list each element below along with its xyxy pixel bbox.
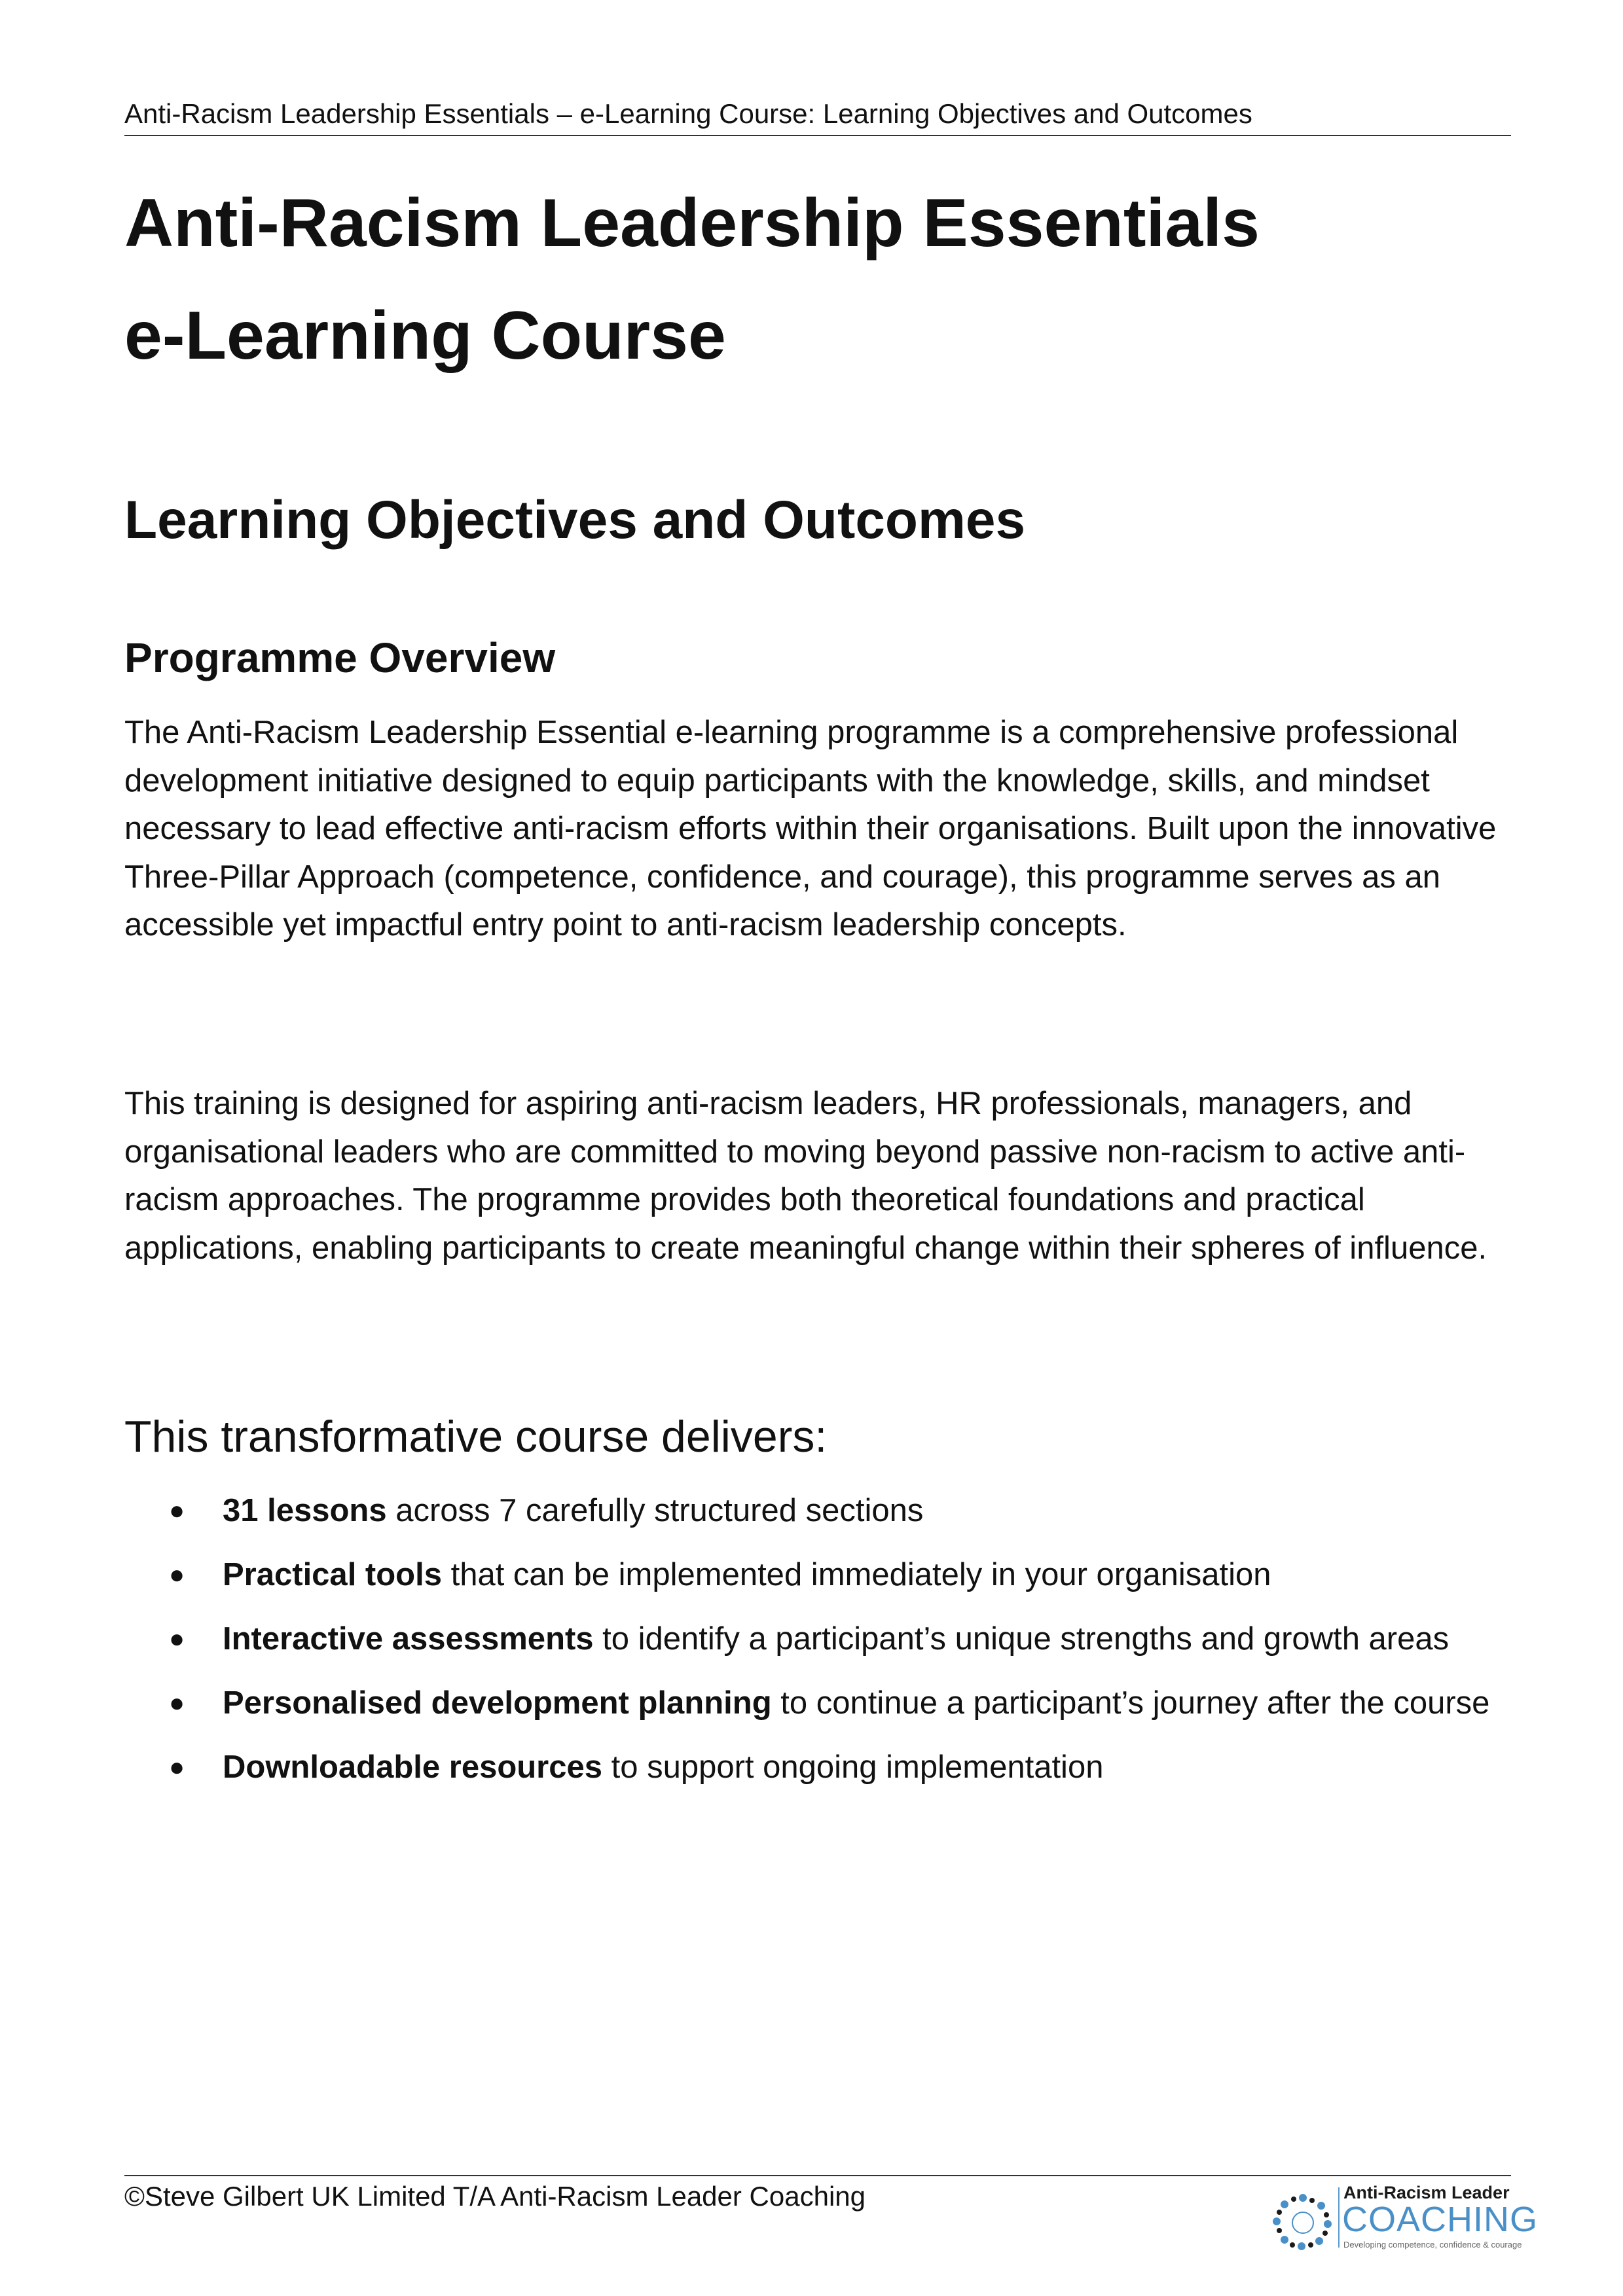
list-item-bold: 31 lessons xyxy=(223,1493,387,1528)
logo-main-text: COACHING xyxy=(1342,2200,1539,2239)
footer-copyright: ©Steve Gilbert UK Limited T/A Anti-Racism Leader Coaching xyxy=(124,2181,866,2212)
list-item-text: to support ongoing implementation xyxy=(602,1749,1104,1785)
logo-divider xyxy=(1338,2187,1340,2248)
page-title xyxy=(124,167,1511,392)
delivers-intro: This transformative course delivers: xyxy=(124,1412,828,1462)
people-circle-logo-icon xyxy=(1270,2191,1336,2250)
bullet-icon: ● xyxy=(169,1560,185,1589)
delivers-list xyxy=(124,1487,1499,1808)
list-item xyxy=(124,1679,1499,1727)
footer-divider xyxy=(124,2175,1511,2176)
overview-paragraph-2: This training is designed for aspiring anti-racism leaders, HR professionals, managers, and organisational leaders who are committed to moving beyond passive non-racism to active anti-racism approaches. The programme provides both theoretical foundations and practical applications, enabling participants to create meaningful change within their spheres of influence. xyxy=(124,1086,1487,1266)
bullet-icon: ● xyxy=(169,1689,185,1717)
running-header: Anti-Racism Leadership Essentials – e-Learning Course: Learning Objectives and Outcomes xyxy=(124,97,1511,136)
logo-top-text: Anti-Racism Leader xyxy=(1343,2183,1510,2202)
list-item xyxy=(124,1615,1499,1663)
page-subtitle: Learning Objectives and Outcomes xyxy=(124,490,1026,550)
title-line-2: e-Learning Course xyxy=(124,298,726,374)
list-item-text: to identify a participant’s unique strengths and growth areas xyxy=(593,1621,1450,1657)
title-line-1: Anti-Racism Leadership Essentials xyxy=(124,185,1260,261)
list-item-bold: Interactive assessments xyxy=(223,1621,594,1657)
list-item-bold: Downloadable resources xyxy=(223,1749,603,1785)
list-item-bold: Practical tools xyxy=(223,1557,442,1592)
company-logo xyxy=(1270,2179,1539,2251)
overview-paragraph-1: The Anti-Racism Leadership Essential e-learning programme is a comprehensive professional development initiative designed to equip participants with the knowledge, skills, and mindset necessary to lead effective anti-racism efforts within their organisations. Built upon the innovative Three-Pillar Approach (competence, confidence, and courage), this programme serves as an accessible yet impactful entry point to anti-racism leadership concepts. xyxy=(124,715,1497,942)
list-item xyxy=(124,1744,1499,1791)
bullet-icon: ● xyxy=(169,1753,185,1782)
list-item xyxy=(124,1487,1499,1535)
bullet-icon: ● xyxy=(169,1496,185,1525)
bullet-icon: ● xyxy=(169,1624,185,1653)
section-heading-programme-overview: Programme Overview xyxy=(124,634,556,681)
list-item xyxy=(124,1551,1499,1599)
logo-tagline: Developing competence, confidence & courage xyxy=(1343,2240,1522,2250)
list-item-text: across 7 carefully structured sections xyxy=(386,1493,924,1528)
list-item-text: to continue a participant’s journey after the course xyxy=(771,1685,1490,1721)
list-item-bold: Personalised development planning xyxy=(223,1685,772,1721)
list-item-text: that can be implemented immediately in your organisation xyxy=(441,1557,1271,1592)
